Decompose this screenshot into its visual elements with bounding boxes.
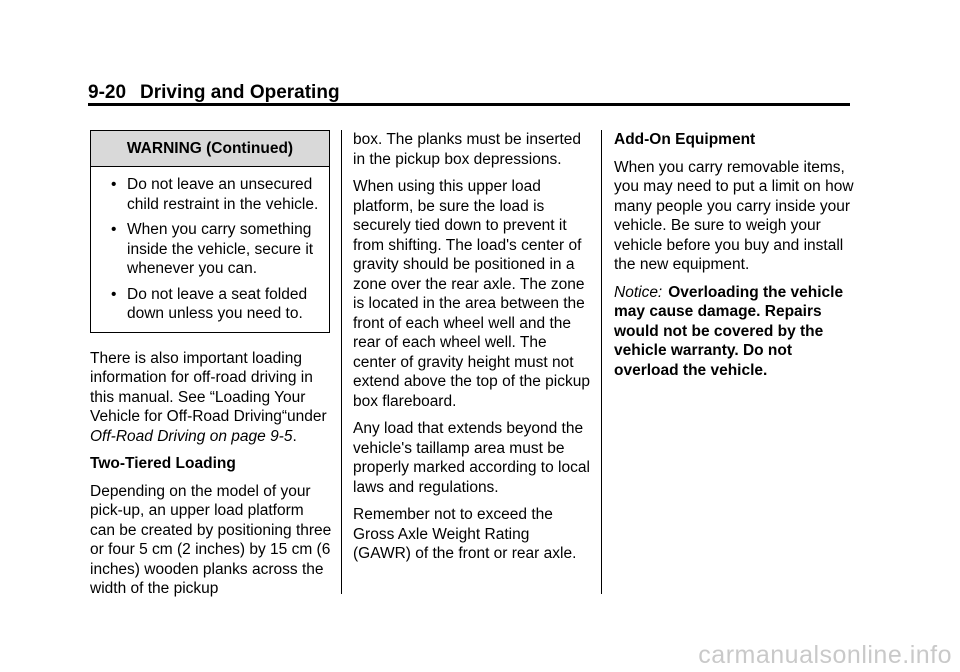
- subheading-add-on-equipment: Add-On Equipment: [614, 131, 756, 148]
- warning-box: [90, 130, 330, 333]
- warning-item: • When you carry something inside the vehicle, secure it whenever you can.: [111, 221, 314, 277]
- bullet-icon: •: [111, 221, 117, 238]
- page-header: [88, 82, 340, 104]
- subheading-two-tiered-loading: Two-Tiered Loading: [90, 455, 236, 472]
- paragraph: When using this upper load platform, be sure the load is securely tied down to prevent it from shifting. The load's center of gravity should be positioned in a zone over the rear axle. The zone is located in the area between the front of each wheel well and the rear of each wheel well. The center of gravity height must not extend above the top of the pickup box flareboard.: [353, 178, 590, 410]
- notice-text: Overloading the vehicle may cause damage. Repairs would not be covered by the vehicle warranty. Do not overload the vehicle.: [614, 283, 844, 379]
- column-divider: [341, 130, 342, 594]
- paragraph: When you carry removable items, you may need to put a limit on how many people you carry inside your vehicle. Be sure to weigh your vehicle before you buy and install the new equipment.: [614, 158, 854, 273]
- warning-list: [91, 167, 329, 332]
- watermark: carmanualsonline.info: [698, 641, 952, 669]
- paragraph: Any load that extends beyond the vehicle's taillamp area must be properly marked according to local laws and regulations.: [353, 420, 590, 496]
- notice-paragraph: [614, 283, 854, 381]
- header-rule: [88, 103, 850, 106]
- paragraph: Remember not to exceed the Gross Axle Weight Rating (GAWR) of the front or rear axle.: [353, 506, 577, 562]
- column-2: [353, 130, 591, 572]
- warning-item: • Do not leave a seat folded down unless you need to.: [111, 285, 308, 322]
- warning-item: • Do not leave an unsecured child restraint in the vehicle.: [111, 176, 319, 213]
- bullet-icon: •: [111, 176, 117, 193]
- intro-paragraph: There is also important loading information for off-road driving in this manual. See “Loading Your Vehicle for Off-Road Driving“under Off-Road Driving on page 9-5.: [90, 349, 327, 445]
- section-title: Driving and Operating: [140, 82, 340, 103]
- column-3: [614, 130, 854, 388]
- column-divider: [601, 130, 602, 594]
- paragraph: Depending on the model of your pick-up, an upper load platform can be created by positioning three or four 5 cm (2 inches) by 15 cm (6 inches) wooden planks across the width of the pickup: [90, 482, 332, 597]
- column-1: [90, 130, 332, 607]
- bullet-icon: •: [111, 285, 117, 303]
- page-number: 9-20: [88, 82, 127, 103]
- warning-title: WARNING (Continued): [91, 131, 329, 167]
- cross-reference-link[interactable]: Off-Road Driving on page 9-5: [90, 427, 293, 445]
- notice-label: Notice:: [614, 283, 663, 301]
- paragraph: box. The planks must be inserted in the pickup box depressions.: [353, 131, 582, 168]
